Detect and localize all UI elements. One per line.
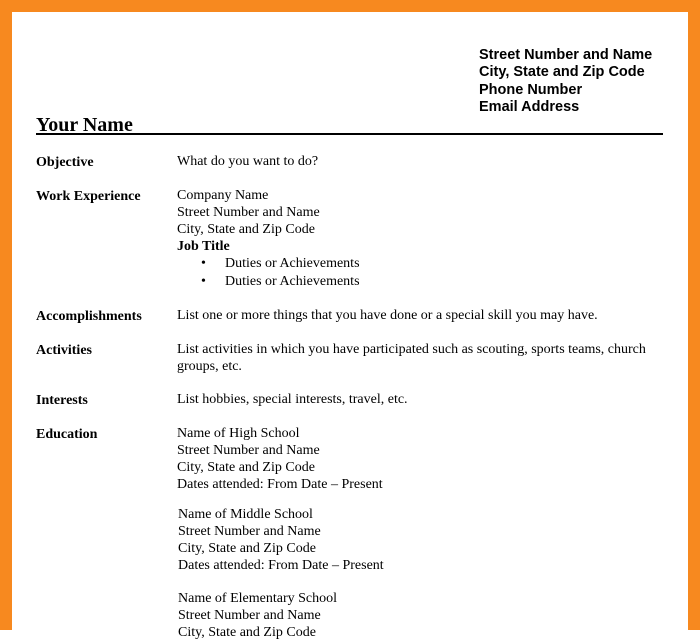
school-street: Street Number and Name [178, 524, 321, 539]
school-name: Name of Middle School [178, 507, 313, 522]
school-name: Name of High School [177, 426, 300, 441]
duty-item [177, 273, 677, 291]
resume-page [12, 12, 688, 640]
accomplishments-content [177, 307, 677, 324]
orange-frame-right [688, 0, 700, 630]
resume-name: Your Name [36, 114, 133, 136]
work-experience-content [177, 187, 677, 290]
school-entry-high [177, 425, 383, 493]
company-street: Street Number and Name [177, 205, 320, 220]
contact-block [479, 47, 652, 116]
school-city: City, State and Zip Code [178, 541, 316, 556]
school-name: Name of Elementary School [178, 591, 338, 606]
contact-street: Street Number and Name [479, 47, 653, 63]
work-experience-label: Work Experience [36, 189, 141, 204]
school-entry-middle [178, 506, 384, 574]
duty-text: Duties or Achievements [225, 273, 360, 289]
activities-label: Activities [36, 343, 92, 358]
objective-text: What do you want to do? [177, 154, 319, 169]
bullet-icon: • [201, 256, 206, 271]
school-street: Street Number and Name [178, 608, 321, 623]
activities-text: List activities in which you have participated such as scouting, sports teams, church groups, etc. [177, 342, 646, 374]
duty-text: Duties or Achievements [225, 256, 360, 271]
bullet-icon: • [201, 273, 206, 289]
accomplishments-text: List one or more things that you have done or a special skill you may have. [177, 308, 598, 323]
duty-item [177, 255, 677, 273]
company-city: City, State and Zip Code [177, 222, 315, 237]
company-name: Company Name [177, 188, 269, 203]
job-title: Job Title [177, 239, 230, 254]
contact-email: Email Address [479, 98, 580, 115]
duties-list [177, 255, 677, 290]
orange-frame-left [0, 0, 12, 630]
school-city: City, State and Zip Code [178, 625, 316, 640]
orange-frame-top [0, 0, 700, 12]
interests-content [177, 391, 677, 408]
contact-city: City, State and Zip Code [479, 64, 645, 81]
school-dates: Dates attended: From Date – Present [177, 477, 383, 492]
school-entry-elementary [178, 590, 337, 641]
interests-label: Interests [36, 393, 88, 408]
school-dates: Dates attended: From Date – Present [178, 558, 384, 573]
name-rule [36, 133, 663, 135]
school-city: City, State and Zip Code [177, 460, 315, 475]
contact-phone: Phone Number [479, 81, 583, 98]
activities-content [177, 341, 677, 375]
school-street: Street Number and Name [177, 443, 320, 458]
accomplishments-label: Accomplishments [36, 309, 142, 324]
objective-content [177, 153, 677, 170]
objective-label: Objective [36, 155, 94, 170]
interests-text: List hobbies, special interests, travel, etc. [177, 392, 408, 407]
education-label: Education [36, 427, 98, 442]
